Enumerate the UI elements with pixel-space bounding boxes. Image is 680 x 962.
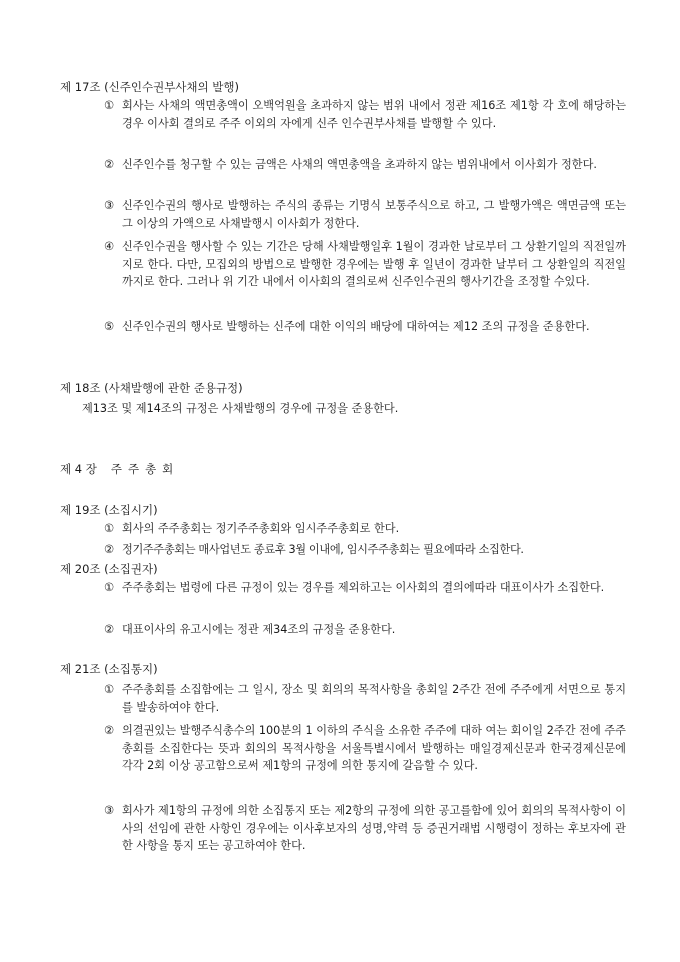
- article-20-item-2: [104, 621, 626, 639]
- item-text: 신주인수권을 행사할 수 있는 기간은 당해 사채발행일후 1월이 경과한 날로부터 그 상환기일의 직전일까지로 한다. 다만, 모집외의 방법으로 발행한 경우에는 발행 후 일년이 경과한 날부터 그 상환일의 직전일까지로 한다. 그러나 위 기간 내에서 이사회의 결의로써 신주인수권의 행사기간을 조정할 수있다.: [122, 240, 626, 289]
- item-text: 대표이사의 유고시에는 정관 제34조의 규정을 준용한다.: [122, 623, 396, 636]
- article-20-item-1: [104, 579, 626, 597]
- article-21-item-1: [104, 681, 626, 716]
- article-21-title: 제 21조 (소집통지): [60, 662, 158, 676]
- item-text: 정기주주총회는 매사업년도 종료후 3월 이내에, 임시주주총회는 필요에따라 소집한다.: [122, 543, 524, 556]
- item-number: ①: [104, 522, 115, 535]
- item-number: ①: [104, 99, 115, 112]
- article-19-item-2: [104, 541, 626, 559]
- article-21-item-3: [104, 802, 626, 855]
- article-17-title: 제 17조 (신주인수권부사채의 발행): [60, 80, 239, 94]
- item-number: ①: [104, 683, 115, 696]
- article-17-item-5: [104, 318, 626, 336]
- article-21-item-2: [104, 722, 626, 775]
- article-17-item-3: [104, 197, 626, 232]
- item-text: 주주총회는 법령에 다른 규정이 있는 경우를 제외하고는 이사회의 결의에따라 대표이사가 소집한다.: [122, 581, 605, 594]
- item-text: 주주총회를 소집함에는 그 일시, 장소 및 회의의 목적사항을 총회일 2주간 전에 주주에게 서면으로 통지를 발송하여야 한다.: [122, 683, 626, 714]
- item-number: ④: [104, 240, 115, 253]
- item-number: ⑤: [104, 320, 115, 333]
- chapter-label: 제 4 장: [60, 462, 97, 476]
- item-number: ③: [104, 199, 115, 212]
- item-text: 의결권있는 발행주식총수의 100분의 1 이하의 주식을 소유한 주주에 대하 여는 회이일 2주간 전에 주주총회를 소집한다는 뜻과 회의의 목적사항을 서울특별시에서 발행하는 매일경제신문과 한국경제신문에 각각 2회 이상 공고함으로써 제1항의 규정에 의한 통지에 갈음할 수 있다.: [122, 724, 626, 773]
- item-text: 회사가 제1항의 규정에 의한 소집통지 또는 제2항의 규정에 의한 공고를함에 있어 회의의 목적사항이 이사의 선임에 관한 사항인 경우에는 이사후보자의 성명,약력 등 증권거래법 시행령이 정하는 후보자에 관한 사항을 통지 또는 공고하여야 한다.: [122, 804, 626, 853]
- item-text: 신주인수를 청구할 수 있는 금액은 사채의 액면총액을 초과하지 않는 범위내에서 이사회가 정한다.: [122, 158, 597, 171]
- chapter-title: 주주총회: [110, 462, 180, 476]
- item-number: ②: [104, 724, 115, 737]
- article-17-item-1: [104, 97, 626, 132]
- article-17-item-4: [104, 238, 626, 291]
- article-19-title: 제 19조 (소집시기): [60, 503, 158, 517]
- article-18-body: 제13조 및 제14조의 규정은 사채발행의 경우에 규정을 준용한다.: [82, 402, 399, 415]
- item-number: ①: [104, 581, 115, 594]
- item-number: ③: [104, 804, 115, 817]
- item-text: 신주인수권의 행사로 발행하는 신주에 대한 이익의 배당에 대하여는 제12 조의 규정을 준용한다.: [122, 320, 590, 333]
- article-20-title: 제 20조 (소집권자): [60, 562, 158, 576]
- article-17-item-2: [104, 156, 626, 174]
- article-19-item-1: [104, 520, 626, 538]
- article-18-title: 제 18조 (사채발행에 관한 준용규정): [60, 381, 243, 395]
- item-number: ②: [104, 543, 115, 556]
- item-number: ②: [104, 623, 115, 636]
- item-number: ②: [104, 158, 115, 171]
- chapter-4-heading: [60, 462, 179, 476]
- item-text: 회사는 사채의 액면총액이 오백억원을 초과하지 않는 범위 내에서 정관 제16조 제1항 각 호에 해당하는 경우 이사회 결의로 주주 이외의 자에게 신주 인수권부사채를 발행할 수 있다.: [122, 99, 626, 130]
- item-text: 회사의 주주총회는 정기주주총회와 임시주주총회로 한다.: [122, 522, 400, 535]
- item-text: 신주인수권의 행사로 발행하는 주식의 종류는 기명식 보통주식으로 하고, 그 발행가액은 액면금액 또는 그 이상의 가액으로 사채발행시 이사회가 정한다.: [122, 199, 626, 230]
